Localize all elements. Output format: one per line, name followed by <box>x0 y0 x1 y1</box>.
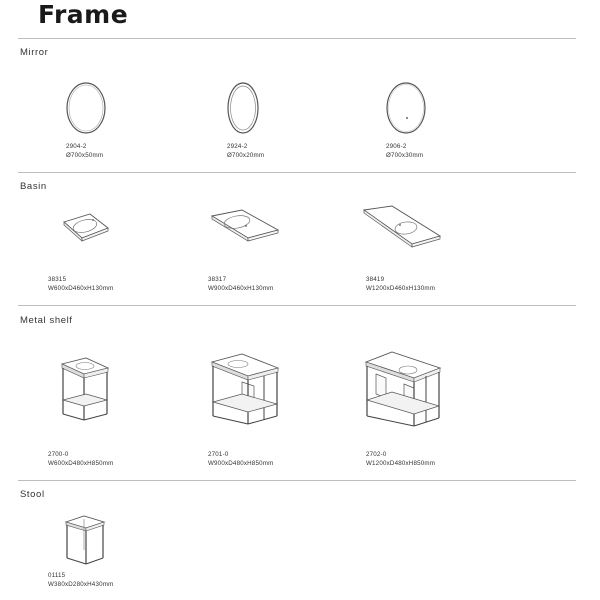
product-caption <box>208 276 273 293</box>
product-caption <box>366 451 435 468</box>
stool-01115-image <box>60 514 108 566</box>
page-title: Frame <box>38 0 129 29</box>
product-code: 2904-2 <box>66 143 87 150</box>
product-size: Ø700x30mm <box>386 151 424 159</box>
product-caption <box>227 143 264 160</box>
product-size: Ø700x50mm <box>66 151 104 159</box>
basin-38419-image <box>362 204 442 248</box>
product-code: 2906-2 <box>386 143 407 150</box>
product-size: W1200xD460xH130mm <box>366 284 436 292</box>
metal-shelf-2700-0-image <box>56 356 112 422</box>
product-size: W900xD480xH850mm <box>208 459 274 467</box>
product-caption <box>66 143 103 160</box>
product-code: 2924-2 <box>227 143 248 150</box>
metal-shelf-2701-0-image <box>208 352 280 426</box>
section-label-basin: Basin <box>20 181 47 192</box>
mirror-2924-2-image <box>227 82 259 134</box>
metal-shelf-2702-0-image <box>362 350 442 428</box>
basin-38317-image <box>210 208 280 242</box>
product-code: 38315 <box>48 276 67 283</box>
product-caption <box>48 276 113 293</box>
section-label-metal-shelf: Metal shelf <box>20 315 73 326</box>
section-label-mirror: Mirror <box>20 47 49 58</box>
product-code: 2700-0 <box>48 451 69 458</box>
section-divider <box>18 38 576 39</box>
product-code: 38419 <box>366 276 385 283</box>
product-size: W900xD460xH130mm <box>208 284 274 292</box>
section-label-stool: Stool <box>20 489 45 500</box>
section-divider <box>18 305 576 306</box>
product-size: W600xD480xH850mm <box>48 459 114 467</box>
product-size: W600xD460xH130mm <box>48 284 114 292</box>
section-divider <box>18 172 576 173</box>
product-code: 38317 <box>208 276 227 283</box>
product-code: 2701-0 <box>208 451 229 458</box>
product-size: W380xD280xH430mm <box>48 580 114 588</box>
product-caption <box>366 276 435 293</box>
product-size: W1200xD480xH850mm <box>366 459 436 467</box>
section-divider <box>18 480 576 481</box>
product-size: Ø700x20mm <box>227 151 265 159</box>
product-caption <box>48 451 113 468</box>
basin-38315-image <box>62 212 110 240</box>
mirror-2904-2-image <box>66 82 106 134</box>
product-caption <box>208 451 273 468</box>
product-code: 01115 <box>48 572 66 579</box>
product-caption <box>48 572 113 589</box>
product-code: 2702-0 <box>366 451 387 458</box>
product-caption <box>386 143 423 160</box>
mirror-2906-2-image <box>386 82 426 134</box>
